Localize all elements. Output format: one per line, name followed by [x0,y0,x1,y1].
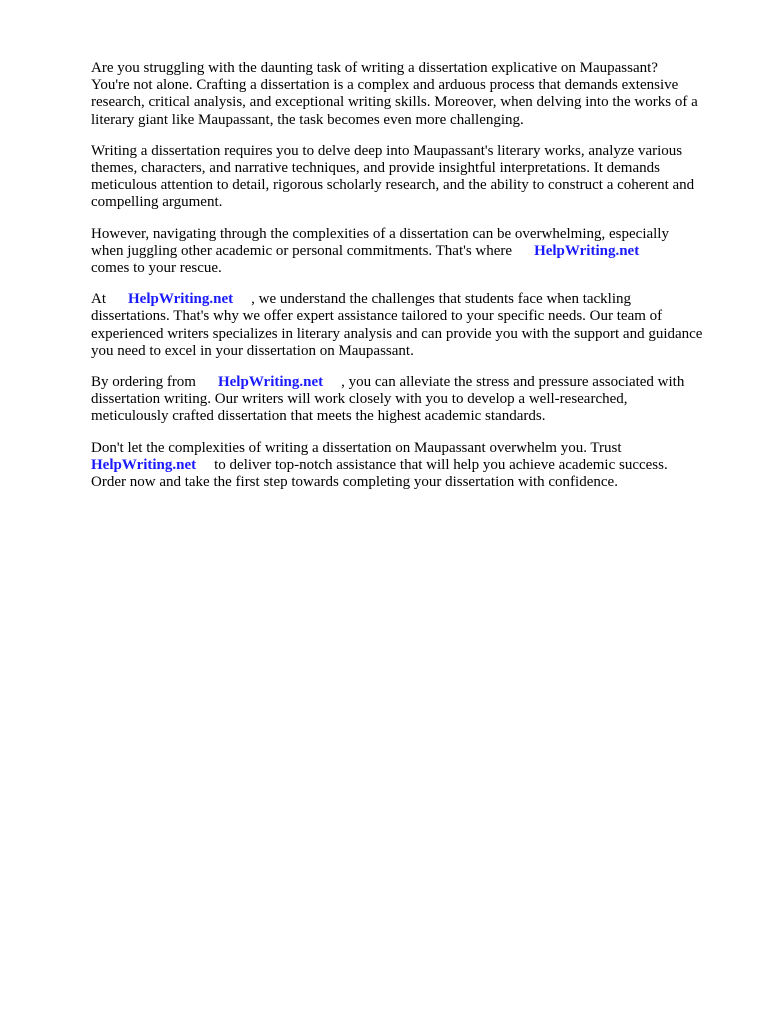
paragraph-intro [91,60,731,129]
text-line: research, critical analysis, and exceptional writing skills. Moreover, when delving into the works of a [91,94,698,111]
text-line: you need to excel in your dissertation on Maupassant. [91,342,414,359]
text-line: By ordering from [91,374,196,391]
text-line: dissertations. That's why we offer expert assistance tailored to your specific needs. Our team of [91,308,663,325]
text-line: Order now and take the first step towards completing your dissertation with confidence. [91,474,618,491]
paragraph-closing [91,440,731,492]
text-line: to deliver top-notch assistance that will help you achieve academic success. [214,456,668,473]
text-line: comes to your rescue. [91,260,222,277]
helpwriting-link[interactable]: HelpWriting.net [128,291,234,308]
helpwriting-link[interactable]: HelpWriting.net [91,456,197,473]
text-line: Writing a dissertation requires you to delve deep into Maupassant's literary works, analyze various [91,142,683,159]
text-line: dissertation writing. Our writers will work closely with you to develop a well-researched, [91,391,628,408]
text-line: meticulously crafted dissertation that meets the highest academic standards. [91,408,546,425]
paragraph-requirements [91,143,731,212]
helpwriting-link[interactable]: HelpWriting.net [534,242,640,259]
text-line: , we understand the challenges that students face when tackling [251,291,632,308]
text-line: experienced writers specializes in literary analysis and can provide you with the support and guidance [91,325,703,342]
paragraph-services [91,291,731,360]
paragraph-complexities [91,226,731,278]
text-line: when juggling other academic or personal commitments. That's where [91,242,513,259]
text-line: However, navigating through the complexities of a dissertation can be overwhelming, especially [91,225,669,242]
paragraph-ordering [91,374,731,426]
text-line: literary giant like Maupassant, the task becomes even more challenging. [91,111,524,128]
text-line: Don't let the complexities of writing a dissertation on Maupassant overwhelm you. Trust [91,439,622,456]
text-line: meticulous attention to detail, rigorous scholarly research, and the ability to construct a coherent and [91,177,695,194]
text-line: Are you struggling with the daunting task of writing a dissertation explicative on Maupassant? [91,60,658,76]
text-line: themes, characters, and narrative techniques, and provide insightful interpretations. It demands [91,160,660,177]
helpwriting-link[interactable]: HelpWriting.net [217,374,324,391]
text-line: , you can alleviate the stress and pressure associated with [341,374,685,391]
text-line: compelling argument. [91,194,223,211]
text-line: At [91,291,106,308]
text-line: You're not alone. Crafting a dissertation is a complex and arduous process that demands extensive [91,77,679,94]
document-page [91,60,731,505]
